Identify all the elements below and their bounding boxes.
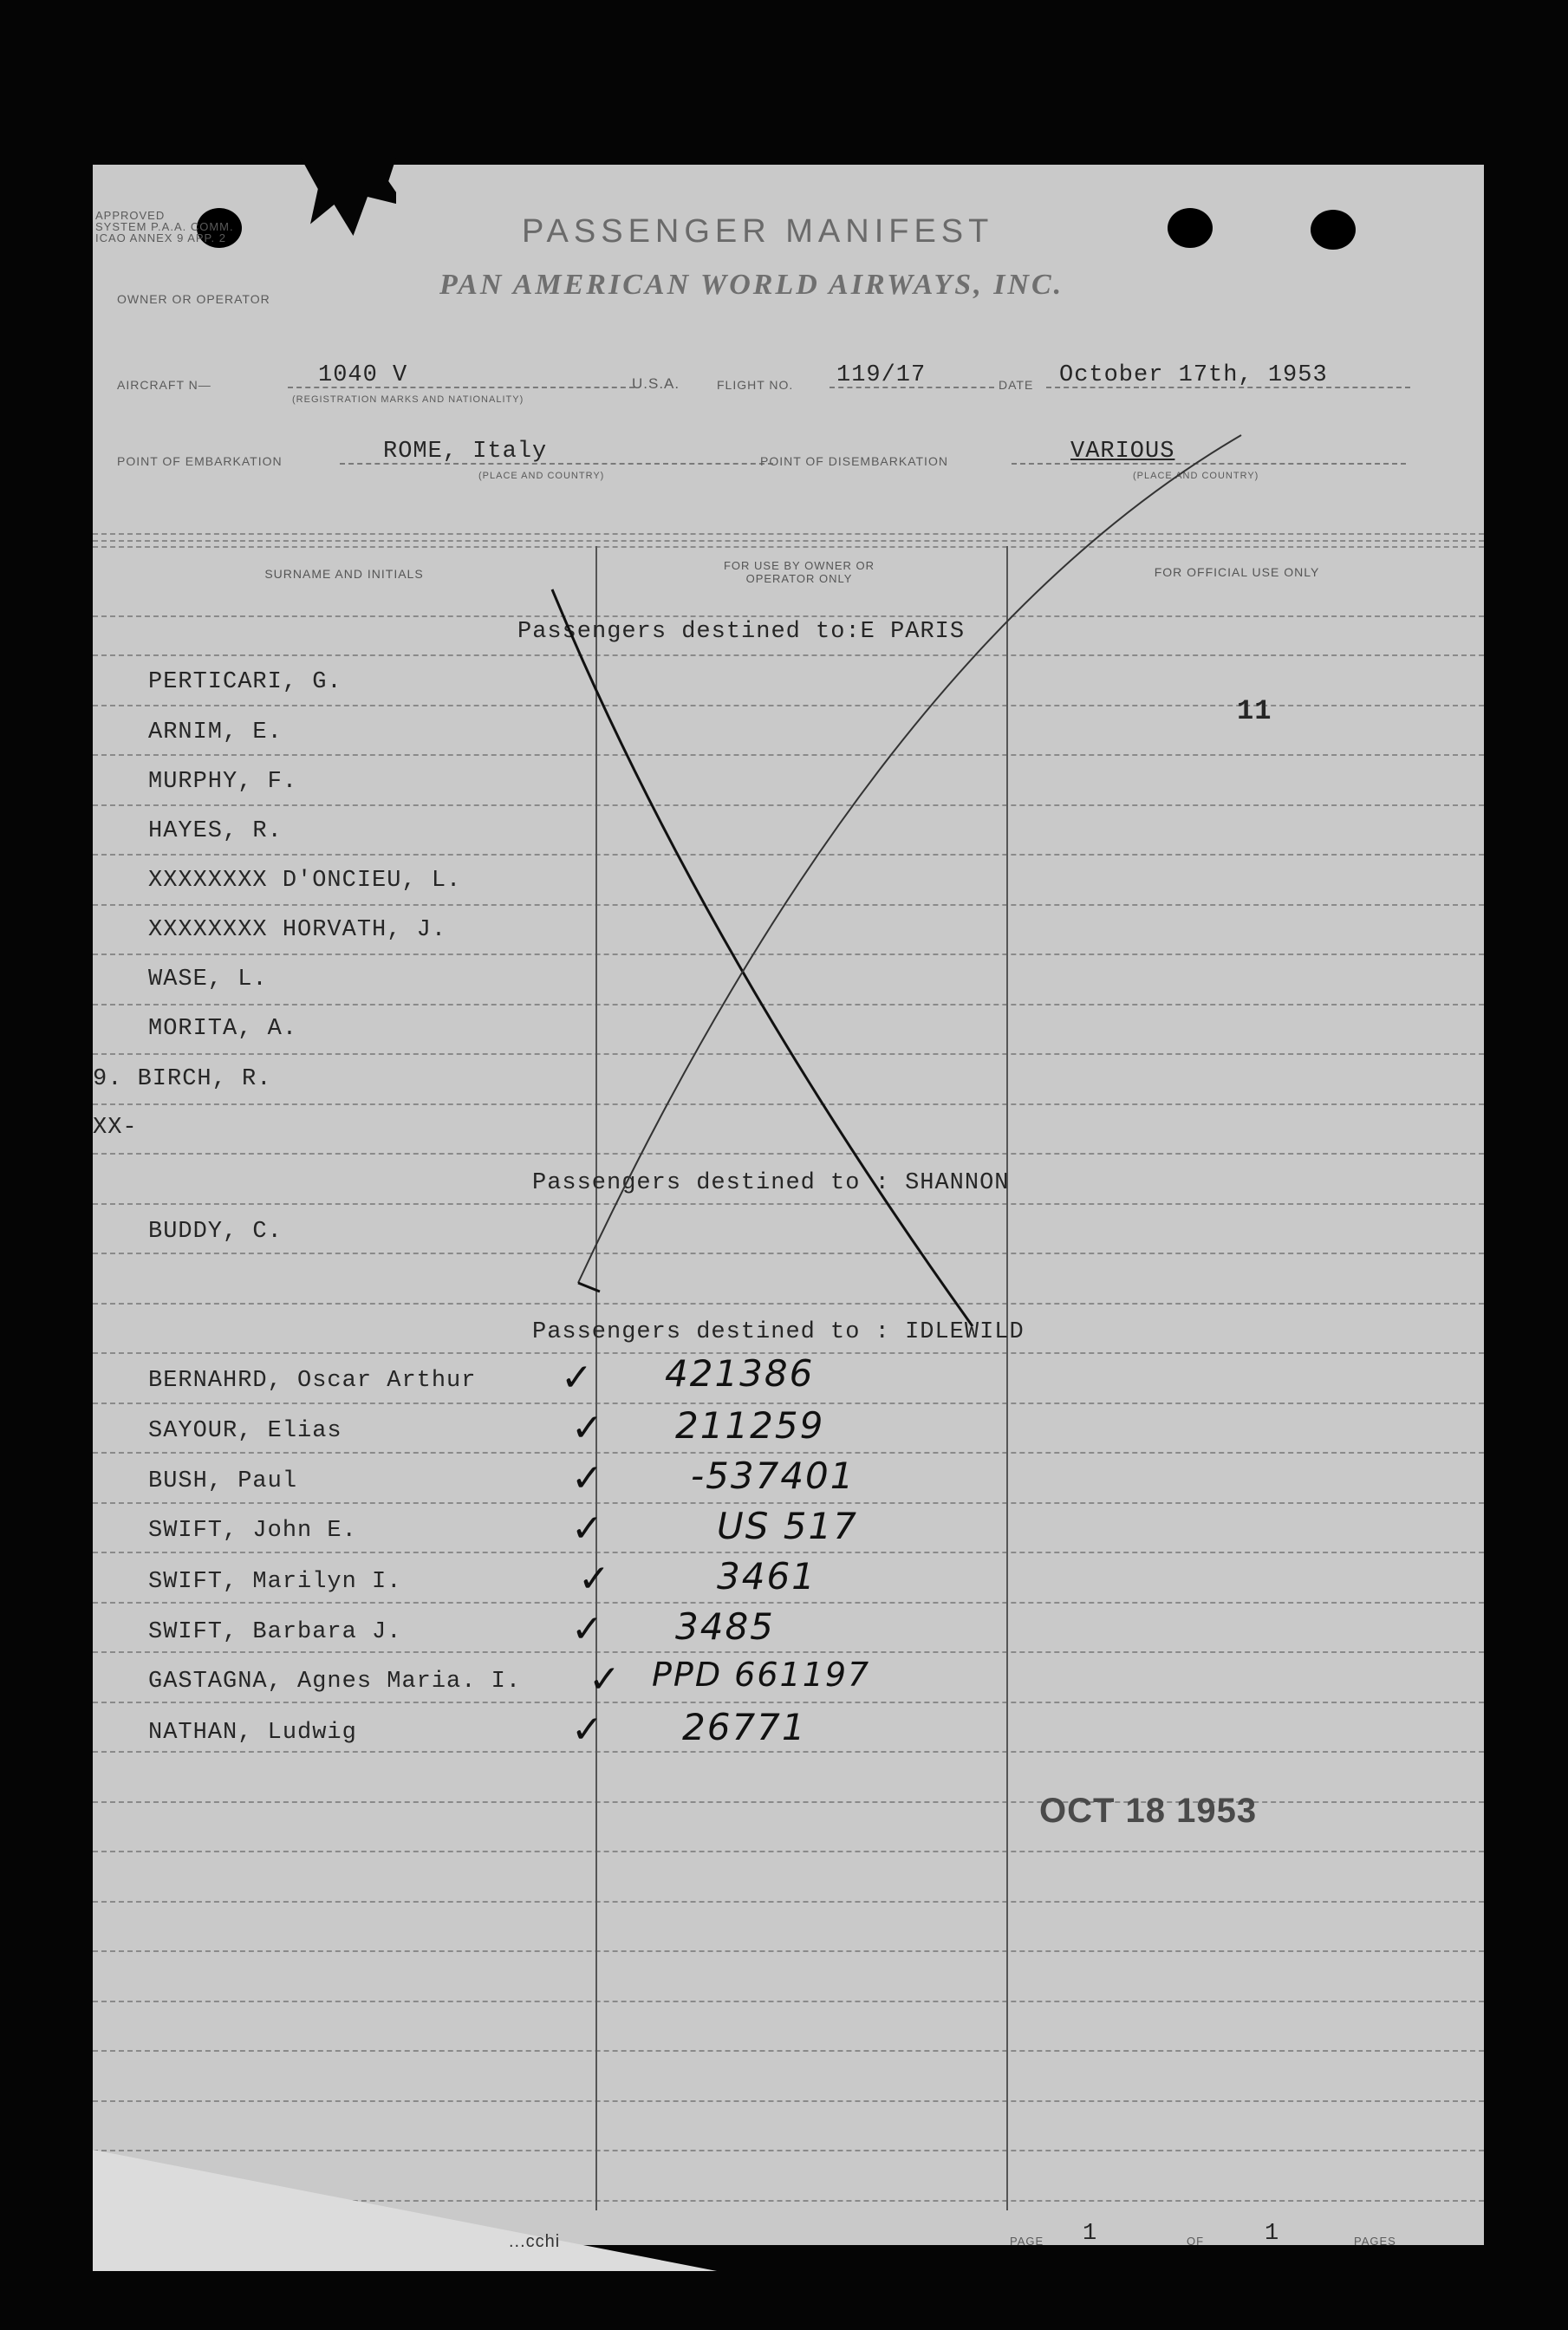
operator-name: PAN AMERICAN WORLD AIRWAYS, INC. [439, 269, 1064, 301]
disembark-sub: (PLACE AND COUNTRY) [1133, 471, 1259, 481]
passenger-name: MORITA, A. [148, 1016, 298, 1042]
passenger-name: MURPHY, F. [148, 769, 298, 795]
passenger-name: NATHAN, Ludwig [148, 1720, 357, 1746]
passenger-name: SWIFT, Marilyn I. [148, 1569, 402, 1595]
section-heading-paris: Passengers destined to:E PARIS [517, 619, 966, 645]
passenger-name: ARNIM, E. [148, 719, 283, 745]
of-label: OF [1187, 2235, 1205, 2248]
date-value: October 17th, 1953 [1059, 362, 1328, 388]
strike-line-3 [578, 1283, 600, 1292]
section-heading-shannon: Passengers destined to : SHANNON [532, 1170, 1010, 1196]
date-stamp: OCT 18 1953 [1039, 1792, 1258, 1830]
signature: ...cchi [509, 2232, 561, 2251]
date-label: DATE [999, 378, 1034, 392]
official-note: 11 [1237, 695, 1272, 727]
check-mark: ✓ [571, 1406, 603, 1450]
check-mark: ✓ [578, 1557, 610, 1601]
passenger-name: XXXXXXXX D'ONCIEU, L. [148, 868, 462, 894]
col-surname: SURNAME AND INITIALS [264, 567, 424, 581]
passenger-name: BUSH, Paul [148, 1468, 298, 1494]
passenger-name: SWIFT, John E. [148, 1518, 357, 1544]
owner-label: OWNER OR OPERATOR [117, 292, 270, 306]
passenger-name: BERNAHRD, Oscar Arthur [148, 1368, 477, 1394]
page-label: PAGE [1010, 2235, 1044, 2248]
aircraft-sub: (REGISTRATION MARKS AND NATIONALITY) [292, 394, 524, 405]
disembark-value: VARIOUS [1070, 439, 1175, 465]
passenger-name: XXXXXXXX HORVATH, J. [148, 917, 447, 943]
embark-label: POINT OF EMBARKATION [117, 454, 283, 468]
passport-number: PPD 661197 [652, 1656, 871, 1694]
passenger-name: XX- [93, 1115, 138, 1141]
check-mark: ✓ [561, 1356, 593, 1400]
passenger-name: SWIFT, Barbara J. [148, 1619, 402, 1645]
strike-through-marks [93, 165, 1484, 2245]
passport-number: 26771 [682, 1706, 807, 1748]
passenger-name: SAYOUR, Elias [148, 1418, 342, 1444]
passenger-name: WASE, L. [148, 966, 268, 993]
check-mark: ✓ [589, 1657, 621, 1702]
strike-line-2 [578, 435, 1241, 1283]
approval-note: APPROVED SYSTEM P.A.A. COMM. ICAO ANNEX 9 APP. 2 [95, 209, 234, 244]
col-official-use: FOR OFFICIAL USE ONLY [1154, 565, 1320, 579]
page-value: 1 [1083, 2221, 1098, 2247]
passenger-name: BUDDY, C. [148, 1219, 283, 1245]
pages-label: PAGES [1354, 2235, 1396, 2248]
passport-number: 211259 [675, 1404, 825, 1447]
passenger-name: GASTAGNA, Agnes Maria. I. [148, 1669, 522, 1695]
embark-sub: (PLACE AND COUNTRY) [478, 471, 605, 481]
check-mark: ✓ [571, 1456, 603, 1500]
section-heading-idlewild: Passengers destined to : IDLEWILD [532, 1319, 1025, 1345]
manifest-page [93, 165, 1484, 2251]
check-mark: ✓ [571, 1607, 603, 1651]
flight-value: 119/17 [836, 362, 927, 388]
check-mark: ✓ [571, 1708, 603, 1752]
col-owner-use: FOR USE BY OWNER OR OPERATOR ONLY [723, 559, 875, 585]
passenger-name: PERTICARI, G. [148, 669, 342, 695]
passport-number: 421386 [665, 1352, 815, 1395]
passport-number: -537401 [691, 1455, 856, 1497]
strike-line-1 [552, 589, 973, 1326]
passport-number: US 517 [717, 1505, 858, 1547]
aircraft-label: AIRCRAFT N— [117, 378, 211, 392]
aircraft-value: 1040 V [318, 362, 408, 388]
disembark-label: POINT OF DISEMBARKATION [760, 454, 948, 468]
passport-number: 3485 [675, 1605, 775, 1648]
passport-number: 3461 [717, 1555, 817, 1598]
page-title: PASSENGER MANIFEST [522, 213, 994, 250]
of-value: 1 [1265, 2221, 1280, 2247]
check-mark: ✓ [571, 1507, 603, 1551]
usa-label: U.S.A. [632, 375, 680, 392]
embark-value: ROME, Italy [383, 439, 548, 465]
passenger-name: HAYES, R. [148, 818, 283, 844]
passenger-name: 9. BIRCH, R. [93, 1066, 272, 1092]
flight-label: FLIGHT NO. [717, 378, 794, 392]
